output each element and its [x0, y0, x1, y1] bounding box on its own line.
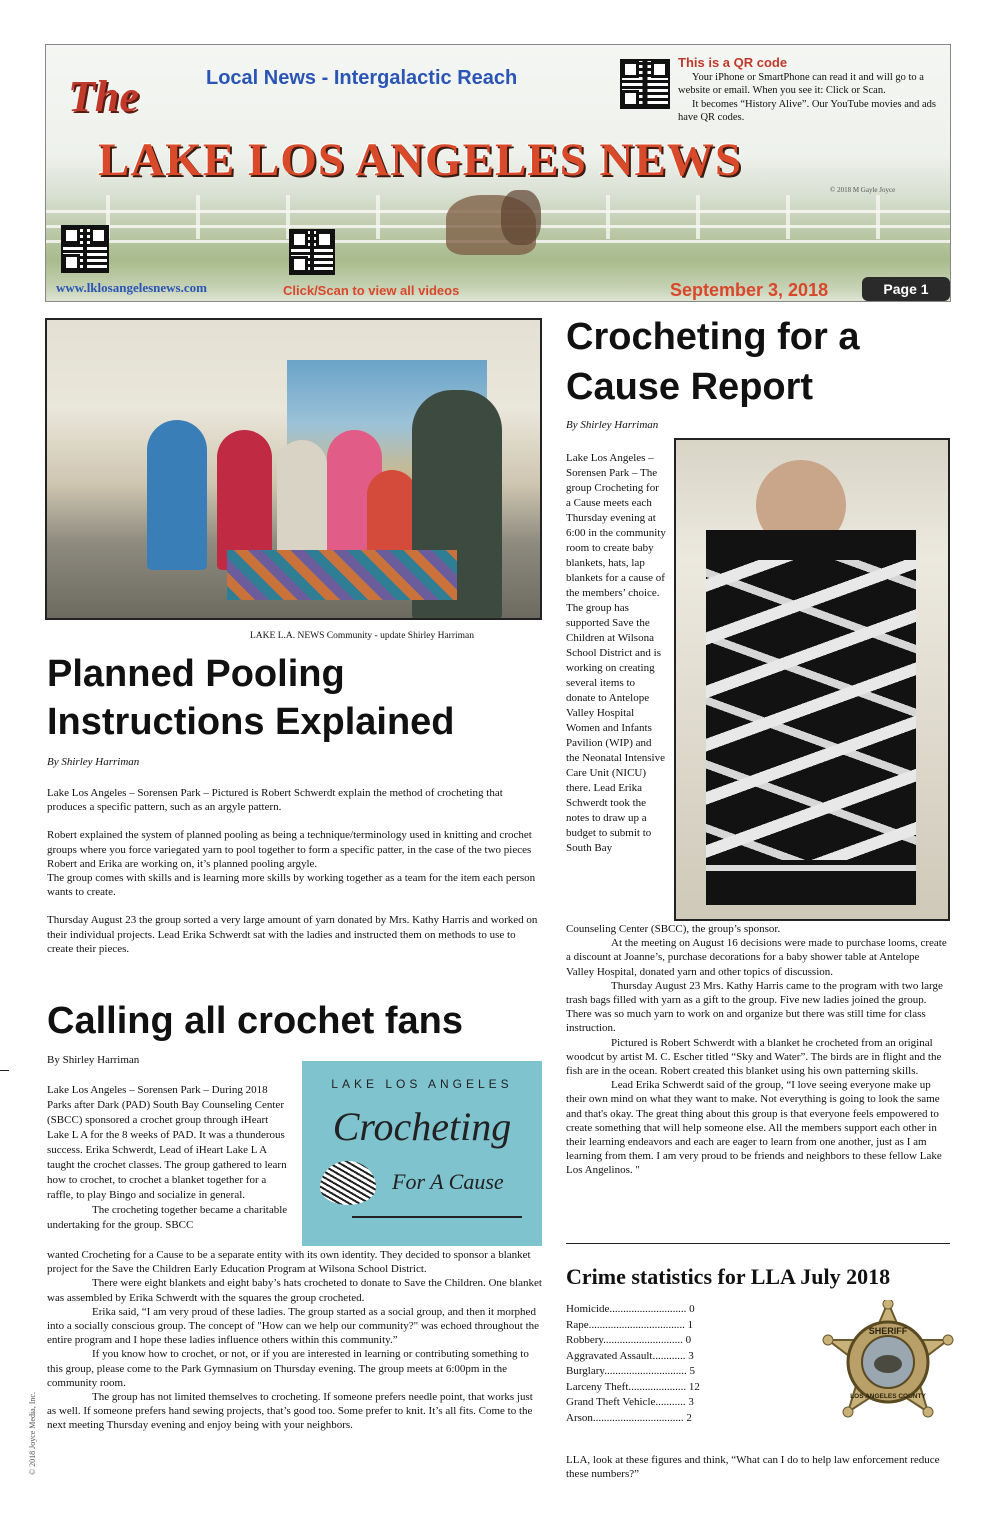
photo-caption: LAKE L.A. NEWS Community - update Shirley Harriman [250, 631, 475, 641]
pooling-body [47, 786, 543, 956]
fans-paragraph: There were eight blankets and eight baby’s hats crocheted to donate to Save the Children. One blanket was assembled by Erika Schwerdt with the squares the group crocheted. [47, 1277, 542, 1304]
side-copyright: © 2018 Joyce Media, Inc. [28, 1392, 37, 1475]
crime-headline: Crime statistics for LLA July 2018 [566, 1264, 891, 1289]
logo-main-text: Crocheting [332, 1104, 512, 1149]
newspaper-title: LAKE LOS ANGELES NEWS [98, 134, 742, 186]
fans-body [47, 1248, 543, 1433]
qr-code-videos[interactable] [289, 229, 335, 275]
crime-item: Robbery............................. 0 [566, 1334, 692, 1346]
crime-item: Homicide............................ 0 [566, 1303, 695, 1315]
pooling-paragraph: Robert explained the system of planned pooling as being a technique/terminology used in knitting and crochet groups where you force variegated yarn to pool together to form a specific patter, in the case of the two pieces Robert and Erika are working on, it’s planned pooling argyle. [47, 829, 532, 870]
crochet-hook-icon [352, 1216, 522, 1218]
page-number: Page 1 [862, 277, 950, 301]
crocheting-for-a-cause-logo [302, 1061, 542, 1246]
divider [566, 1243, 950, 1244]
crime-list [566, 1302, 726, 1426]
cause-body [566, 922, 950, 1178]
crime-item: Aggravated Assault............ 3 [566, 1349, 694, 1362]
crime-item: Rape................................... 1 [566, 1318, 694, 1331]
cause-paragraph: Counseling Center (SBCC), the group’s sponsor. [566, 923, 781, 935]
fans-paragraph: wanted Crocheting for a Cause to be a separate entity with its own identity. They decided to sponsor a blanket project for the Save the Children Early Education Program at Wilsona School District. [47, 1249, 531, 1276]
pooling-headline-line-1: Planned Pooling [47, 653, 345, 695]
crime-item: Burglary.............................. 5 [566, 1365, 695, 1377]
pooling-byline: By Shirley Harriman [47, 756, 140, 768]
cause-byline: By Shirley Harriman [566, 419, 659, 431]
videos-link[interactable]: Click/Scan to view all videos [283, 283, 460, 298]
website-link[interactable]: www.lklosangelesnews.com [56, 280, 207, 295]
fans-paragraph: Erika said, “I am very proud of these ladies. The group started as a social group, and then it morphed into a socially conscious group. The concept of "How can we help our community?" was echoed throughout the entire program and I hope these ladies influence others within this community.” [47, 1305, 540, 1347]
crime-item: Larceny Theft..................... 12 [566, 1380, 700, 1393]
yarn-heart-icon [320, 1161, 376, 1205]
crime-item: Grand Theft Vehicle........... 3 [566, 1396, 694, 1408]
masthead-copyright: © 2018 M Gayle Joyce [830, 186, 896, 194]
escher-blanket-photo [674, 438, 950, 921]
cause-headline-line-1: Crocheting for a [566, 316, 860, 358]
fans-paragraph: The crocheting together became a charitable undertaking for the group. SBCC [47, 1204, 288, 1231]
badge-top-text: SHERIFF [868, 1326, 908, 1336]
fans-paragraph: If you know how to crochet, or not, or if you are interested in learning or contributing something to this group, please come to the Park Gymnasium on Thursday evening. The group meets at 6:00pm in the community room. [47, 1348, 529, 1389]
qr-text-2: It becomes “History Alive”. Our YouTube movies and ads have QR codes. [678, 99, 937, 123]
pooling-paragraph: Thursday August 23 the group sorted a very large amount of yarn donated by Mrs. Kathy Harris and worked on their individual projects. Lead Erika Schwerdt sat with the ladies and instructed them on methods to use to create their pieces. [47, 914, 538, 955]
cause-headline-line-2: Cause Report [566, 366, 814, 408]
qr-code-info[interactable] [620, 59, 670, 109]
qr-heading: This is a QR code [678, 55, 788, 70]
pooling-paragraph: Lake Los Angeles – Sorensen Park – Pictured is Robert Schwerdt explain the method of crocheting that produces a specific pattern, such as an argyle pattern. [47, 787, 503, 814]
masthead [45, 44, 951, 302]
issue-date: September 3, 2018 [670, 280, 829, 300]
fans-byline: By Shirley Harriman [47, 1054, 140, 1066]
logo-sub-text: For A Cause [392, 1169, 504, 1194]
cause-paragraph: At the meeting on August 16 decisions were made to purchase looms, create a discount at Joanne’s, purchase decorations for a baby shower table at Antelope Valley Hospital, donated yarn and other topics of discussion. [566, 937, 947, 978]
bear-icon [874, 1355, 902, 1373]
logo-top-text: LAKE LOS ANGELES [331, 1077, 513, 1091]
crime-footer: LLA, look at these figures and think, “What can I do to help law enforcement reduce these numbers?” [566, 1454, 940, 1481]
cause-paragraph: Thursday August 23 Mrs. Kathy Harris came to the program with two large trash bags filled with yarn as a gift to the group. Five new ladies joined the group. There was so much yarn to work on and organize but there was still time for class instruction. [566, 979, 943, 1035]
fans-narrow-text [47, 1083, 289, 1233]
tagline: Local News - Intergalactic Reach [206, 67, 518, 89]
pooling-headline-line-2: Instructions Explained [47, 701, 455, 743]
cause-paragraph: Lead Erika Schwerdt said of the group, “I love seeing everyone make up their own mind on what they want to make. Not everything is going to look the same and that's okay. The great thing about this group is that everyone feels empowered to create something that will help someone else. All the members support each other in their learning endeavors and each are eager to learn from one another, just as I am learning from them. I am very proud to be friends and neighbors to these fellow Lake Los Angelinos. " [566, 1079, 942, 1177]
pooling-paragraph: The group comes with skills and is learning more skills by working together as a team for the item each person wants to create. [47, 872, 536, 899]
cause-paragraph: Pictured is Robert Schwerdt with a blanket he crocheted from an original woodcut by artist M. C. Escher titled “Sky and Water”. The birds are in flight and the fish are in the ocean. Robert created this blanket using his own patterning skills. [566, 1036, 942, 1078]
qr-text-1: Your iPhone or SmartPhone can read it and will go to a website or email. When you see it: Click or Scan. [678, 72, 924, 96]
crime-item: Arson................................. 2 [566, 1411, 692, 1424]
sheriff-badge-icon [820, 1300, 956, 1434]
fans-paragraph: The group has not limited themselves to crocheting. If someone prefers needle point, that works just as well. If someone prefers hand sewing projects, that’s good too. Some prefer to knit. It’s all fits. Come to the next meeting Thursday evening and enjoy being with your neighbors. [47, 1391, 533, 1432]
qr-code-website[interactable] [61, 225, 109, 273]
badge-bottom-text: LOS ANGELES COUNTY [850, 1393, 926, 1400]
crochet-group-photo [45, 318, 542, 620]
fans-paragraph: Lake Los Angeles – Sorensen Park – During 2018 Parks after Dark (PAD) South Bay Counseling Center (SBCC) sponsored a crochet group through iHeart Lake L A for the 8 weeks of PAD. It was a thunderous success. Erika Schwerdt, Lead of iHeart Lake L A taught the crochet classes. The group gathered to learn how to crochet, to crochet a blanket together for a raffle, to play Bingo and socialize in general. [47, 1084, 287, 1201]
masthead-the: The [68, 72, 139, 121]
fans-headline: Calling all crochet fans [47, 1000, 463, 1042]
cause-narrow-text: Lake Los Angeles – Sorensen Park – The group Crocheting for a Cause meets each Thursday evening at 6:00 in the community room to create baby blankets, hats, lap blankets for a cause of the members’ choice. The group has supported Save the Children at Wilsona School District and is working on creating several items to donate to Antelope Valley Hospital Women and Infants Pavilion (WIP) and the Neonatal Intensive Care Unit (NICU) there. Lead Erika Schwerdt took the notes to draw up a budget to submit to South Bay [566, 452, 666, 854]
